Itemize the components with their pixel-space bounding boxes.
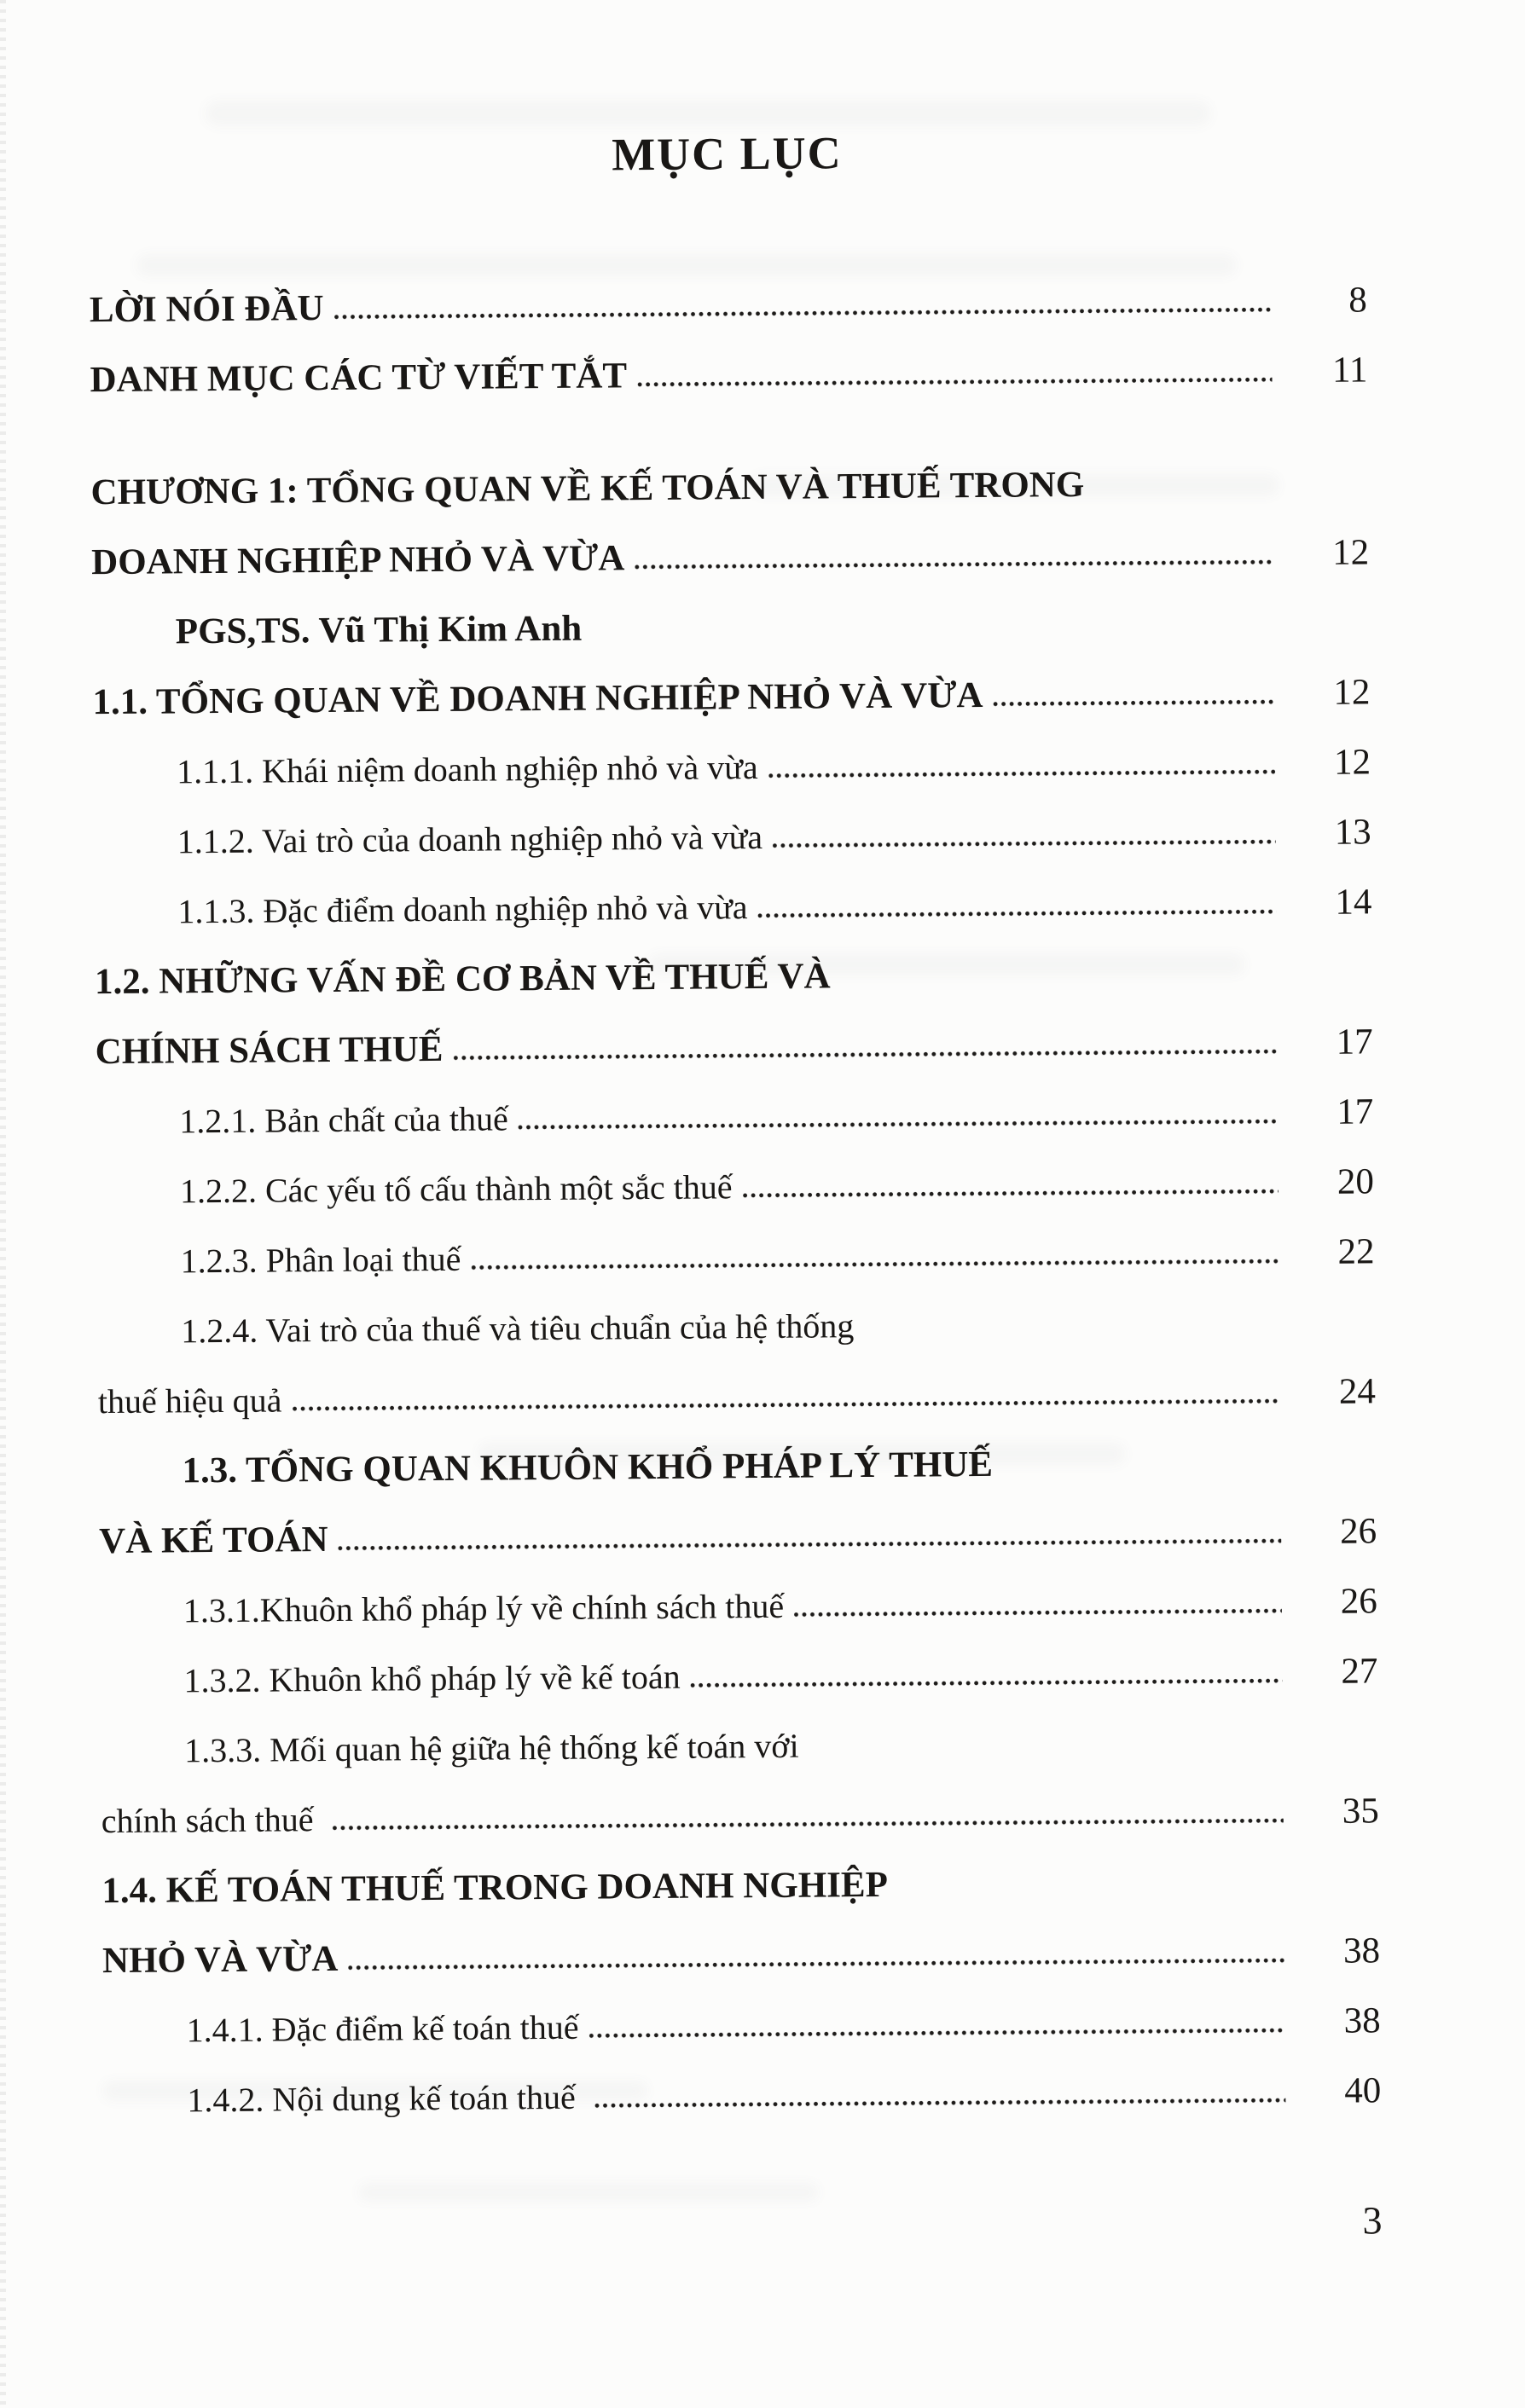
- toc-row: [96, 1217, 1375, 1297]
- dotted-leader: [339, 1538, 1282, 1551]
- table-of-contents: [90, 265, 1382, 2136]
- dotted-leader: [589, 2028, 1285, 2038]
- dotted-leader: [794, 1608, 1282, 1617]
- toc-row: [96, 1147, 1375, 1227]
- toc-row: [94, 867, 1372, 947]
- toc-row: [99, 1496, 1377, 1577]
- toc-row: [100, 1636, 1378, 1716]
- toc-row: [92, 588, 1371, 668]
- toc-entry-label: DOANH NGHIỆP NHỎ VÀ VỪA: [90, 538, 625, 582]
- toc-entry-label: 1.1. TỔNG QUAN VỀ DOANH NGHIỆP NHỎ VÀ VỪA: [92, 674, 983, 722]
- toc-page-number: 40: [1344, 2070, 1382, 2111]
- toc-entry-label: 1.4.1. Đặc điểm kế toán thuế: [186, 2007, 579, 2050]
- toc-entry-label: 1.2. NHỮNG VẤN ĐỀ CƠ BẢN VỀ THUẾ VÀ: [94, 956, 831, 1002]
- toc-row: [101, 1776, 1379, 1856]
- toc-row: [98, 1357, 1377, 1437]
- dotted-leader: [994, 699, 1275, 707]
- toc-entry-label: 1.1.2. Vai trò của doanh nghiệp nhỏ và vừa: [177, 817, 763, 861]
- toc-row: [95, 1007, 1373, 1087]
- toc-page-number: 27: [1341, 1651, 1378, 1692]
- toc-row: [92, 657, 1371, 738]
- toc-row: [95, 937, 1373, 1017]
- dotted-leader: [758, 909, 1277, 918]
- toc-row: [103, 2056, 1382, 2136]
- toc-entry-label: 1.3.1.Khuôn khổ pháp lý về chính sách thuế: [183, 1586, 785, 1630]
- toc-entry-label: 1.1.3. Đặc điểm doanh nghiệp nhỏ và vừa: [177, 887, 748, 931]
- toc-page-number: 17: [1337, 1091, 1374, 1132]
- toc-entry-label: thuế hiệu quả: [97, 1381, 282, 1421]
- toc-row: [96, 1077, 1374, 1157]
- toc-row: [93, 727, 1371, 807]
- toc-page-number: 8: [1348, 280, 1367, 321]
- dotted-leader: [334, 307, 1272, 320]
- dotted-leader: [768, 769, 1275, 779]
- dotted-leader: [292, 1398, 1280, 1411]
- toc-page-number: 38: [1343, 2000, 1381, 2041]
- toc-row: [101, 1706, 1379, 1786]
- toc-page-number: 12: [1333, 742, 1371, 783]
- toc-entry-label: LỜI NÓI ĐẦU: [89, 287, 324, 330]
- toc-entry-label: 1.2.1. Bản chất của thuế: [179, 1099, 508, 1141]
- toc-page-number: 14: [1335, 882, 1372, 923]
- toc-page-number: 26: [1339, 1511, 1377, 1552]
- toc-entry-label: CHÍNH SÁCH THUẾ: [95, 1028, 444, 1072]
- dotted-leader: [594, 2098, 1286, 2108]
- toc-entry-label: chính sách thuế: [101, 1799, 322, 1840]
- toc-page-number: 11: [1331, 350, 1368, 391]
- toc-row: [93, 797, 1371, 877]
- toc-page-number: 17: [1336, 1022, 1373, 1062]
- toc-row: [98, 1427, 1377, 1507]
- toc-row: [97, 1287, 1376, 1367]
- toc-entry-label: NHỎ VÀ VỪA: [101, 1938, 339, 1981]
- toc-page-number: 26: [1340, 1581, 1377, 1622]
- dotted-leader: [743, 1189, 1279, 1198]
- toc-page-number: 20: [1337, 1161, 1375, 1202]
- toc-row: [102, 1916, 1381, 1996]
- dotted-leader: [333, 1818, 1284, 1831]
- toc-row: [90, 448, 1369, 528]
- toc-row: [101, 1846, 1380, 1926]
- toc-entry-label: PGS,TS. Vũ Thị Kim Anh: [175, 608, 583, 652]
- toc-row: [90, 265, 1368, 345]
- toc-row: [102, 1986, 1381, 2066]
- dotted-leader: [472, 1259, 1279, 1270]
- dotted-leader: [635, 559, 1273, 570]
- toc-row: [100, 1566, 1378, 1647]
- toc-entry-label: 1.3.2. Khuôn khổ pháp lý về kế toán: [183, 1657, 681, 1700]
- dotted-leader: [773, 839, 1276, 848]
- dotted-leader: [519, 1119, 1279, 1130]
- page-title: MỤC LỤC: [611, 127, 843, 181]
- toc-row: [91, 518, 1370, 598]
- toc-entry-label: 1.2.3. Phân loại thuế: [180, 1239, 461, 1281]
- toc-entry-label: DANH MỤC CÁC TỪ VIẾT TẮT: [90, 356, 628, 400]
- toc-page-number: 38: [1342, 1930, 1381, 1971]
- dotted-leader: [454, 1049, 1278, 1061]
- toc-entry-label: 1.3. TỔNG QUAN KHUÔN KHỔ PHÁP LÝ THUẾ: [182, 1444, 994, 1491]
- dotted-leader: [348, 1958, 1284, 1971]
- dotted-leader: [637, 377, 1272, 387]
- toc-entry-label: CHƯƠNG 1: TỔNG QUAN VỀ KẾ TOÁN VÀ THUẾ TRONG: [90, 464, 1085, 512]
- dotted-leader: [691, 1678, 1283, 1687]
- toc-page-number: 22: [1337, 1231, 1375, 1272]
- toc-entry-label: 1.2.4. Vai trò của thuế và tiêu chuẩn của hệ thống: [181, 1305, 855, 1351]
- toc-page-number: 35: [1342, 1791, 1379, 1832]
- page-number: 3: [1362, 2198, 1383, 2243]
- toc-page-number: 13: [1334, 812, 1371, 853]
- toc-entry-label: 1.4.2. Nội dung kế toán thuế: [187, 2077, 585, 2120]
- toc-page-number: 12: [1333, 672, 1371, 713]
- toc-page-number: 12: [1331, 532, 1370, 573]
- toc-entry-label: VÀ KẾ TOÁN: [99, 1519, 328, 1561]
- toc-page-number: 24: [1338, 1371, 1377, 1412]
- toc-entry-label: 1.3.3. Mối quan hệ giữa hệ thống kế toán với: [183, 1726, 799, 1770]
- toc-entry-label: 1.4. KẾ TOÁN THUẾ TRONG DOANH NGHIỆP: [101, 1864, 889, 1911]
- toc-entry-label: 1.2.2. Các yếu tố cấu thành một sắc thuế: [179, 1167, 733, 1211]
- toc-row: [90, 335, 1368, 415]
- toc-entry-label: 1.1.1. Khái niệm doanh nghiệp nhỏ và vừa: [176, 747, 758, 791]
